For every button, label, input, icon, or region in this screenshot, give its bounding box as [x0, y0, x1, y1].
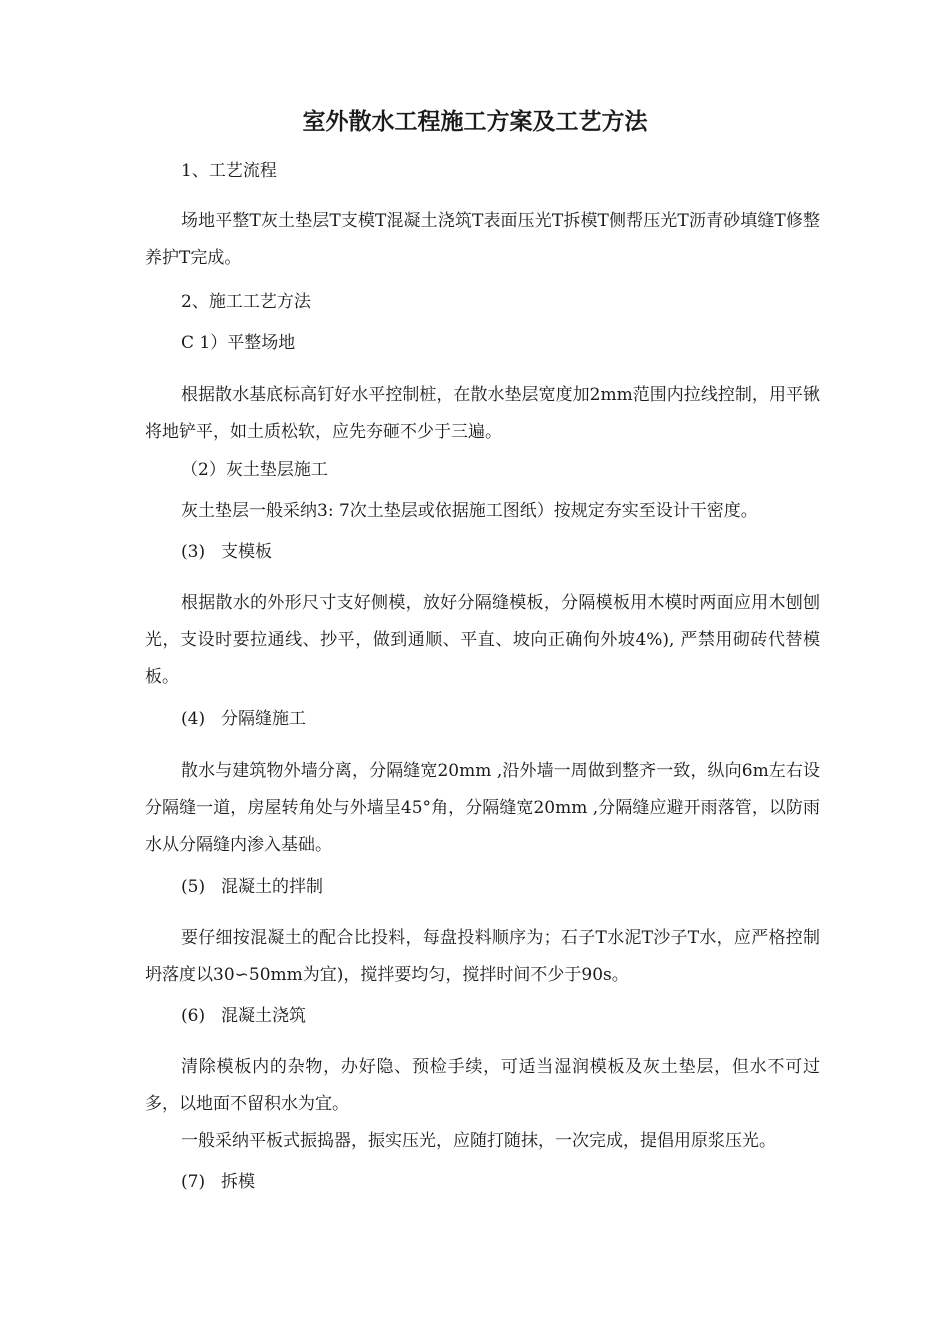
step-6-title: 混凝土浇筑: [221, 1006, 306, 1026]
step-1-text: 根据散水基底标高钉好水平控制桩，在散水垫层宽度加2mm范围内拉线控制，用平锹将地铲平，如土质松软，应先夯砸不少于三遍。: [145, 385, 820, 442]
step-2-text: 灰土垫层一般采纳3: 7次土垫层或依据施工图纸）按规定夯实至设计干密度。: [181, 501, 758, 521]
step-4-heading: [181, 707, 856, 731]
step-5-text: 要仔细按混凝土的配合比投料，每盘投料顺序为；石子T水泥T沙子T水，应严格控制坍落度以30∽50mm为宜)，搅拌要均匀，搅拌时间不少于90s。: [145, 928, 820, 985]
step-3-title: 支模板: [221, 542, 272, 562]
step-3-heading: [181, 540, 856, 564]
step-6-heading: [181, 1004, 856, 1028]
section-1-heading: 1、工艺流程: [181, 161, 277, 181]
step-4-number: (4): [181, 709, 206, 729]
step-5-title: 混凝土的拌制: [221, 877, 323, 897]
step-5-heading: [181, 875, 856, 899]
document-title: 室外散水工程施工方案及工艺方法: [302, 108, 648, 135]
section-2-heading: 2、施工工艺方法: [181, 292, 311, 312]
step-7-number: (7): [181, 1172, 206, 1192]
section-1-text: 场地平整T灰土垫层T支模T混凝土浇筑T表面压光T拆模T侧帮压光T沥青砂填缝T修整养护T完成。: [145, 211, 820, 268]
step-4-title: 分隔缝施工: [221, 709, 306, 729]
step-3-text: 根据散水的外形尺寸支好侧模，放好分隔缝模板，分隔模板用木模时两面应用木刨刨光，支设时要拉通线、抄平，做到通顺、平直、坡向正确佝外坡4%), 严禁用砌砖代替模板。: [145, 593, 820, 687]
step-6-text: 清除模板内的杂物，办好隐、预检手续，可适当湿润模板及灰土垫层，但水不可过多，以地面不留积水为宜。: [145, 1057, 820, 1114]
step-6-text-2: 一般采纳平板式振捣器，振实压光，应随打随抹，一次完成，提倡用原浆压光。: [181, 1131, 776, 1151]
step-1-heading: C 1）平整场地: [181, 333, 296, 353]
step-6-number: (6): [181, 1006, 206, 1026]
step-7-heading: [181, 1170, 856, 1194]
step-2-heading: （2）灰土垫层施工: [181, 460, 328, 480]
step-3-number: (3): [181, 542, 206, 562]
step-4-text: 散水与建筑物外墙分离，分隔缝宽20mm ,沿外墙一周做到整齐一致，纵向6m左右设分隔缝一道，房屋转角处与外墙呈45°角，分隔缝宽20mm ,分隔缝应避开雨落管，以防雨水从分隔缝内渗入基础。: [145, 761, 820, 855]
step-7-title: 拆模: [221, 1172, 255, 1192]
step-5-number: (5): [181, 877, 206, 897]
